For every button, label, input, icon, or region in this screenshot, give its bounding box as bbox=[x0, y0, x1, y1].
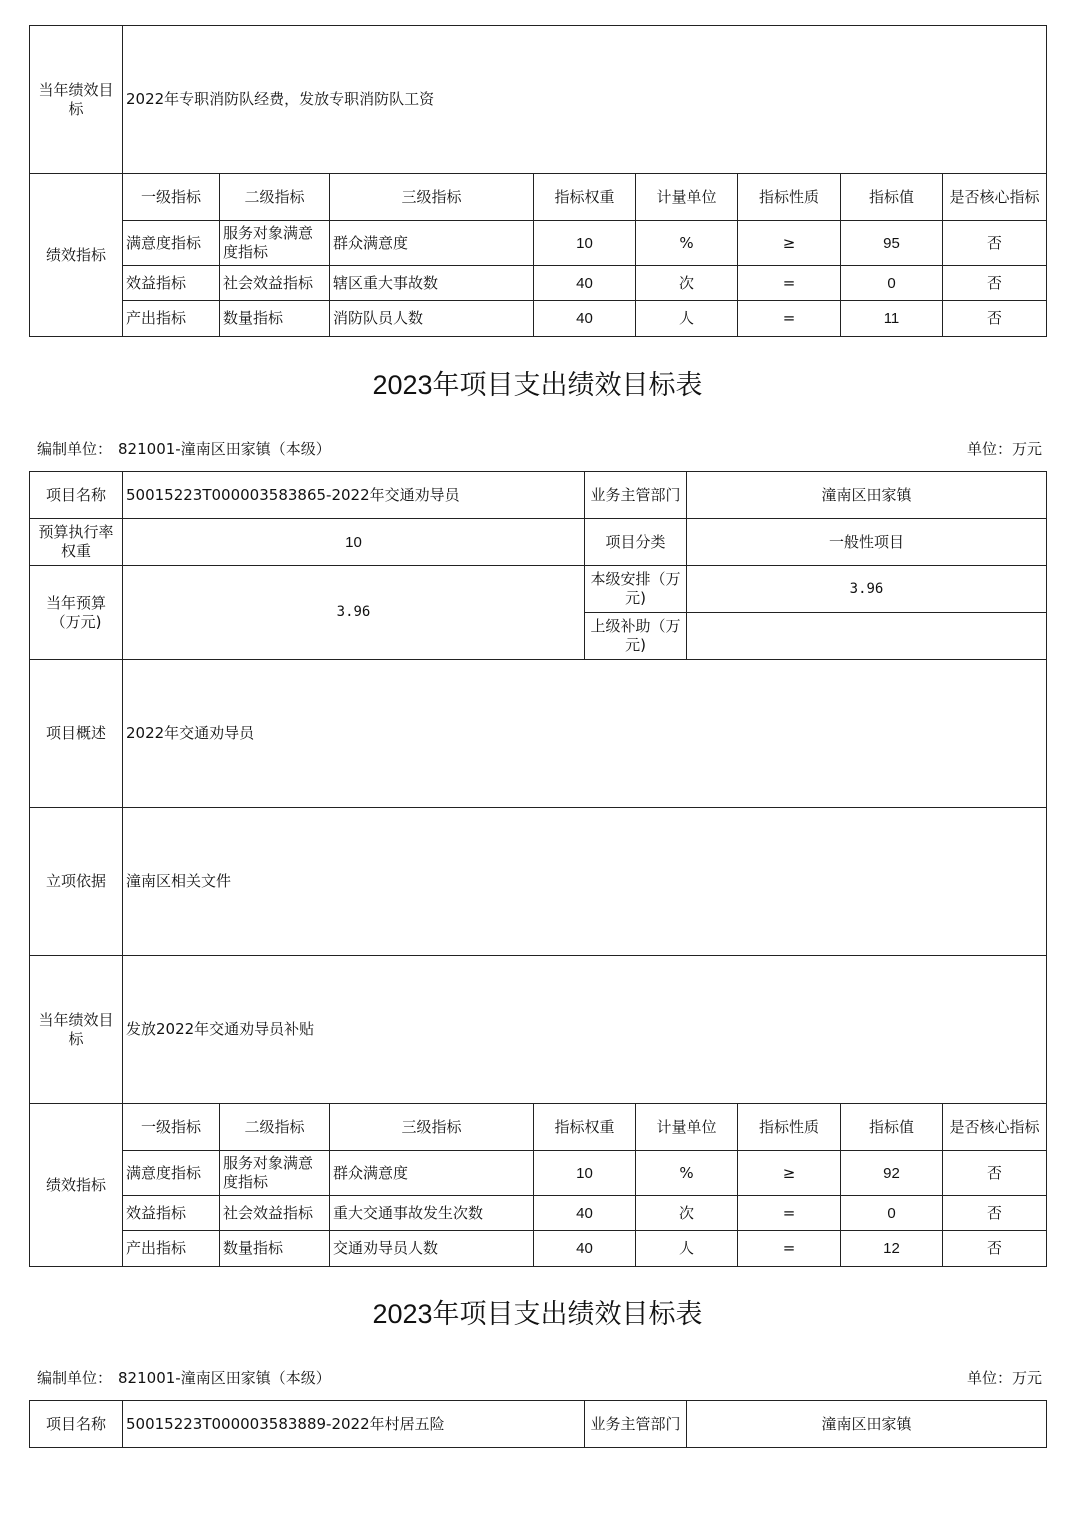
budget-label: 当年预算（万元) bbox=[30, 566, 123, 660]
cell-weight: 40 bbox=[534, 1231, 636, 1267]
overview-label: 项目概述 bbox=[30, 660, 123, 808]
section3-header-line bbox=[37, 1367, 1042, 1389]
dept-label: 业务主管部门 bbox=[585, 472, 687, 519]
cell-level1: 产出指标 bbox=[123, 301, 220, 337]
table-row bbox=[30, 1151, 1047, 1196]
cell-level2: 社会效益指标 bbox=[220, 1196, 330, 1231]
header-value: 指标值 bbox=[841, 1104, 943, 1151]
goal-text: 2022年专职消防队经费，发放专职消防队工资 bbox=[123, 26, 1047, 174]
cell-value: 92 bbox=[841, 1151, 943, 1196]
section2-header-line bbox=[37, 438, 1042, 460]
header-level3: 三级指标 bbox=[330, 1104, 534, 1151]
section3-project-table bbox=[29, 1400, 1047, 1448]
section2-title: 2023年项目支出绩效目标表 bbox=[372, 370, 703, 400]
upper-value bbox=[687, 613, 1047, 660]
category-value: 一般性项目 bbox=[687, 519, 1047, 566]
cell-level1: 效益指标 bbox=[123, 1196, 220, 1231]
cell-nature: = bbox=[738, 1231, 841, 1267]
header-level1: 一级指标 bbox=[123, 1104, 220, 1151]
cell-value: 0 bbox=[841, 266, 943, 301]
goal-label: 当年绩效目标 bbox=[30, 956, 123, 1104]
cell-nature: ≥ bbox=[738, 1151, 841, 1196]
basis-text: 潼南区相关文件 bbox=[123, 808, 1047, 956]
header-level1: 一级指标 bbox=[123, 174, 220, 221]
section2-project-table bbox=[29, 471, 1047, 660]
cell-level3: 群众满意度 bbox=[330, 1151, 534, 1196]
project-name-label: 项目名称 bbox=[30, 1401, 123, 1448]
basis-label: 立项依据 bbox=[30, 808, 123, 956]
section2-detail-table bbox=[29, 659, 1047, 1267]
cell-core: 否 bbox=[943, 266, 1047, 301]
org-label: 编制单位： bbox=[37, 1369, 113, 1387]
header-level2: 二级指标 bbox=[220, 1104, 330, 1151]
cell-value: 0 bbox=[841, 1196, 943, 1231]
cell-weight: 10 bbox=[534, 1151, 636, 1196]
unit-text: 单位：万元 bbox=[966, 1369, 1042, 1387]
org-value: 821001-潼南区田家镇（本级） bbox=[118, 1369, 331, 1387]
header-core: 是否核心指标 bbox=[943, 174, 1047, 221]
cell-core: 否 bbox=[943, 301, 1047, 337]
exec-rate-value: 10 bbox=[123, 519, 585, 566]
dept-value: 潼南区田家镇 bbox=[687, 1401, 1047, 1448]
cell-value: 12 bbox=[841, 1231, 943, 1267]
cell-unit: 人 bbox=[636, 1231, 738, 1267]
header-unit: 计量单位 bbox=[636, 174, 738, 221]
goal-label: 当年绩效目标 bbox=[30, 26, 123, 174]
cell-level3: 消防队员人数 bbox=[330, 301, 534, 337]
header-nature: 指标性质 bbox=[738, 1104, 841, 1151]
org-value: 821001-潼南区田家镇（本级） bbox=[118, 440, 331, 458]
cell-level1: 产出指标 bbox=[123, 1231, 220, 1267]
cell-core: 否 bbox=[943, 1151, 1047, 1196]
cell-level2: 服务对象满意度指标 bbox=[220, 1151, 330, 1196]
section3-title: 2023年项目支出绩效目标表 bbox=[372, 1299, 703, 1329]
dept-label: 业务主管部门 bbox=[585, 1401, 687, 1448]
table-row bbox=[30, 1196, 1047, 1231]
org-label: 编制单位： bbox=[37, 440, 113, 458]
cell-value: 95 bbox=[841, 221, 943, 266]
header-value: 指标值 bbox=[841, 174, 943, 221]
local-value: 3.96 bbox=[687, 566, 1047, 613]
header-core: 是否核心指标 bbox=[943, 1104, 1047, 1151]
cell-unit: % bbox=[636, 1151, 738, 1196]
cell-core: 否 bbox=[943, 1196, 1047, 1231]
cell-weight: 40 bbox=[534, 1196, 636, 1231]
project-name-value: 50015223T000003583889-2022年村居五险 bbox=[123, 1401, 585, 1448]
cell-value: 11 bbox=[841, 301, 943, 337]
header-nature: 指标性质 bbox=[738, 174, 841, 221]
cell-nature: = bbox=[738, 266, 841, 301]
cell-level3: 交通劝导员人数 bbox=[330, 1231, 534, 1267]
table-row bbox=[30, 1231, 1047, 1267]
indicators-label: 绩效指标 bbox=[30, 1104, 123, 1267]
cell-level3: 重大交通事故发生次数 bbox=[330, 1196, 534, 1231]
table-row bbox=[30, 301, 1047, 337]
project-name-value: 50015223T000003583865-2022年交通劝导员 bbox=[123, 472, 585, 519]
cell-unit: 次 bbox=[636, 266, 738, 301]
header-weight: 指标权重 bbox=[534, 174, 636, 221]
header-level3: 三级指标 bbox=[330, 174, 534, 221]
header-unit: 计量单位 bbox=[636, 1104, 738, 1151]
unit-text: 单位：万元 bbox=[966, 440, 1042, 458]
table-row bbox=[30, 221, 1047, 266]
cell-level2: 数量指标 bbox=[220, 301, 330, 337]
cell-core: 否 bbox=[943, 221, 1047, 266]
cell-weight: 40 bbox=[534, 266, 636, 301]
local-label: 本级安排（万元) bbox=[585, 566, 687, 613]
cell-nature: ≥ bbox=[738, 221, 841, 266]
table-row bbox=[30, 266, 1047, 301]
indicators-label: 绩效指标 bbox=[30, 174, 123, 337]
upper-label: 上级补助（万元) bbox=[585, 613, 687, 660]
header-weight: 指标权重 bbox=[534, 1104, 636, 1151]
cell-unit: % bbox=[636, 221, 738, 266]
cell-level1: 满意度指标 bbox=[123, 1151, 220, 1196]
cell-unit: 次 bbox=[636, 1196, 738, 1231]
top-performance-table bbox=[29, 25, 1047, 337]
exec-rate-label: 预算执行率权重 bbox=[30, 519, 123, 566]
cell-core: 否 bbox=[943, 1231, 1047, 1267]
header-level2: 二级指标 bbox=[220, 174, 330, 221]
cell-weight: 40 bbox=[534, 301, 636, 337]
cell-level2: 数量指标 bbox=[220, 1231, 330, 1267]
budget-value: 3.96 bbox=[123, 566, 585, 660]
dept-value: 潼南区田家镇 bbox=[687, 472, 1047, 519]
project-name-label: 项目名称 bbox=[30, 472, 123, 519]
cell-level2: 服务对象满意度指标 bbox=[220, 221, 330, 266]
cell-weight: 10 bbox=[534, 221, 636, 266]
overview-text: 2022年交通劝导员 bbox=[123, 660, 1047, 808]
cell-unit: 人 bbox=[636, 301, 738, 337]
cell-level1: 效益指标 bbox=[123, 266, 220, 301]
cell-level3: 群众满意度 bbox=[330, 221, 534, 266]
cell-level3: 辖区重大事故数 bbox=[330, 266, 534, 301]
cell-nature: = bbox=[738, 1196, 841, 1231]
category-label: 项目分类 bbox=[585, 519, 687, 566]
goal-text: 发放2022年交通劝导员补贴 bbox=[123, 956, 1047, 1104]
cell-nature: = bbox=[738, 301, 841, 337]
cell-level2: 社会效益指标 bbox=[220, 266, 330, 301]
cell-level1: 满意度指标 bbox=[123, 221, 220, 266]
